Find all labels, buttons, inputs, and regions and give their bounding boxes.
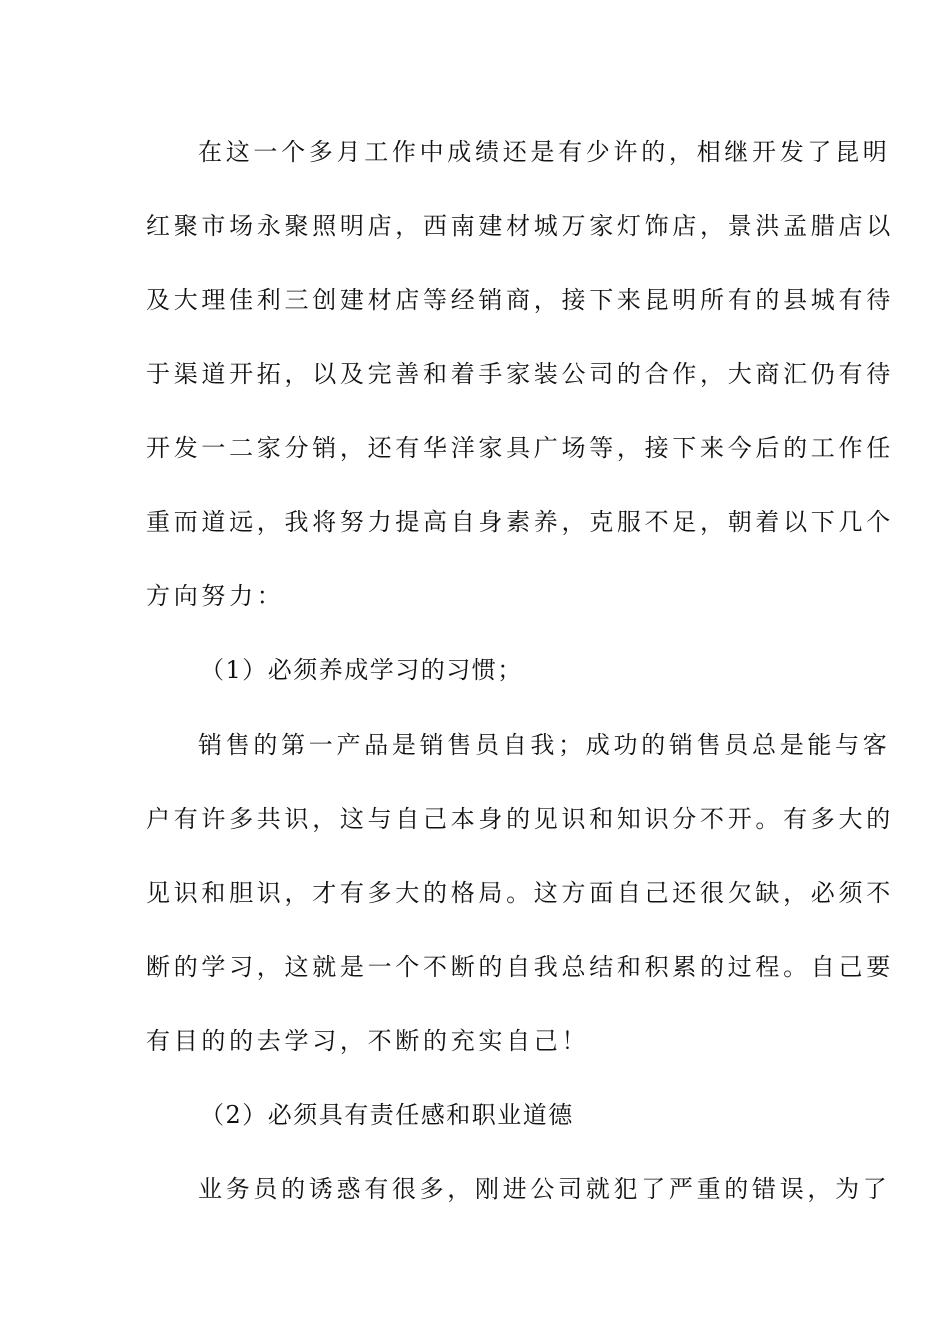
paragraph-2-line-5: 有目的的去学习，不断的充实自己！ [146, 1027, 590, 1055]
paragraph-2-line-2: 户有许多共识，这与自己本身的见识和知识分不开。有多大的 [146, 805, 894, 833]
paragraph-1-line-2: 红聚市场永聚照明店，西南建材城万家灯饰店，景洪孟腊店以 [146, 212, 894, 240]
paragraph-1-line-5: 开发一二家分销，还有华洋家具广场等，接下来今后的工作任 [146, 434, 894, 462]
paragraph-2-line-1: 销售的第一产品是销售员自我；成功的销售员总是能与客 [198, 731, 891, 759]
paragraph-1-line-1: 在这一个多月工作中成绩还是有少许的，相继开发了昆明 [198, 138, 891, 166]
paragraph-1-line-3: 及大理佳利三创建材店等经销商，接下来昆明所有的县城有待 [146, 286, 894, 314]
paragraph-2-line-4: 断的学习，这就是一个不断的自我总结和积累的过程。自己要 [146, 953, 894, 981]
paragraph-3-line-1: 业务员的诱惑有很多，刚进公司就犯了严重的错误，为了 [198, 1175, 891, 1203]
heading-item-1: （1）必须养成学习的习惯； [200, 656, 523, 684]
paragraph-1-line-4: 于渠道开拓，以及完善和着手家装公司的合作，大商汇仍有待 [146, 360, 894, 388]
paragraph-1-line-7: 方向努力： [146, 582, 285, 610]
paragraph-2-line-3: 见识和胆识，才有多大的格局。这方面自己还很欠缺，必须不 [146, 879, 894, 907]
paragraph-1-line-6: 重而道远，我将努力提高自身素养，克服不足，朝着以下几个 [146, 508, 894, 536]
heading-item-2: （2）必须具有责任感和职业道德 [200, 1101, 574, 1129]
